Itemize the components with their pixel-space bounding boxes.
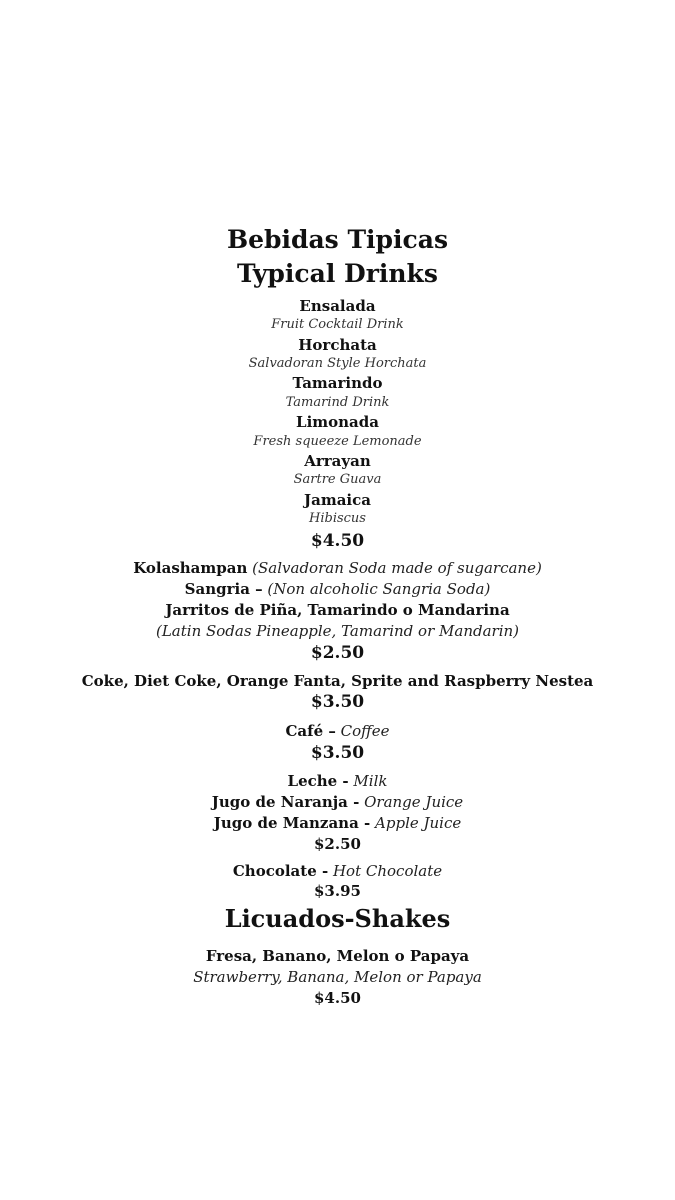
drink-description: Salvadoran Style Horchata: [248, 356, 427, 371]
drink-name: Jamaica: [304, 491, 371, 509]
shakes-title: Licuados-Shakes: [224, 904, 451, 933]
drink-description: Coffee: [340, 722, 390, 740]
sodas-price: $2.50: [310, 643, 365, 663]
drink-name: Horchata: [298, 336, 377, 354]
drink-description: Apple Juice: [375, 814, 462, 832]
drink-name: Chocolate -: [232, 862, 329, 880]
shakes-price: $4.50: [314, 989, 361, 1007]
jarritos-name: Jarritos de Piña, Tamarindo o Mandarina: [165, 601, 510, 619]
drink-name: Café –: [285, 722, 336, 740]
drink-description: (Non alcoholic Sangria Soda): [267, 580, 491, 598]
drink-description: Hot Chocolate: [332, 862, 443, 880]
drink-name: Arrayan: [304, 452, 371, 470]
drink-name: Ensalada: [299, 297, 376, 315]
kolashampan-line: [0, 561, 675, 576]
drink-name: Jugo de Naranja -: [211, 793, 360, 811]
chocolate-price: $3.95: [314, 882, 361, 900]
cokes-price: $3.50: [310, 692, 365, 712]
drink-description: Fruit Cocktail Drink: [271, 317, 404, 332]
drink-description: Tamarind Drink: [285, 395, 390, 410]
cafe-price: $3.50: [310, 743, 365, 763]
milk-juice-price: $2.50: [314, 835, 361, 853]
drink-description: Sartre Guava: [293, 472, 382, 487]
drink-name: Kolashampan: [133, 559, 248, 577]
cafe-line: [0, 724, 675, 739]
leche-line: [0, 774, 675, 789]
manzana-line: [0, 816, 675, 831]
drink-name: Limonada: [296, 413, 379, 431]
drink-name: Sangria –: [184, 580, 263, 598]
drink-description: (Salvadoran Soda made of sugarcane): [252, 559, 542, 577]
drink-name: Tamarindo: [292, 374, 383, 392]
naranja-line: [0, 795, 675, 810]
drink-description: Fresh squeeze Lemonade: [253, 434, 422, 449]
drink-description: Orange Juice: [364, 793, 464, 811]
chocolate-line: [0, 864, 675, 879]
jarritos-description: (Latin Sodas Pineapple, Tamarind or Mandarin): [155, 622, 520, 640]
section-title-english: Typical Drinks: [237, 259, 438, 288]
section-title-spanish: Bebidas Tipicas: [226, 225, 449, 254]
section-price: $4.50: [310, 531, 365, 551]
shakes-name: Fresa, Banano, Melon o Papaya: [205, 947, 470, 965]
shakes-description: Strawberry, Banana, Melon or Papaya: [193, 968, 482, 986]
drink-name: Leche -: [287, 772, 349, 790]
drink-name: Jugo de Manzana -: [213, 814, 371, 832]
cokes-line: Coke, Diet Coke, Orange Fanta, Sprite and Raspberry Nestea: [81, 672, 594, 690]
drink-description: Milk: [353, 772, 388, 790]
drink-description: Hibiscus: [309, 511, 366, 526]
sangria-line: [0, 582, 675, 597]
